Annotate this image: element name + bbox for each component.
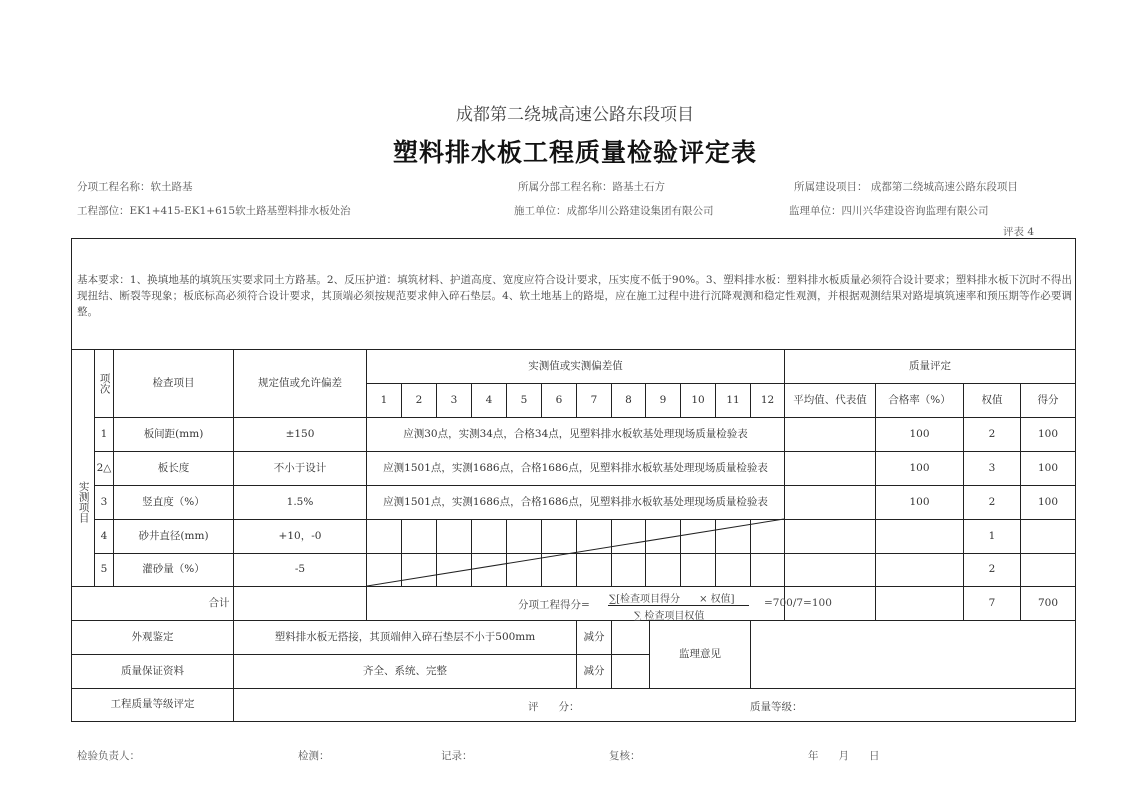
footer-tester: 检测： bbox=[298, 750, 330, 762]
form-number: 评表 4 bbox=[1003, 226, 1035, 238]
header-pass-rate: 合格率（%） bbox=[888, 393, 951, 406]
col-6: 6 bbox=[555, 393, 563, 406]
header-spec: 规定值或允许偏差 bbox=[258, 376, 342, 389]
col-11: 11 bbox=[726, 393, 740, 406]
total-score: 700 bbox=[1037, 596, 1059, 609]
row-item: 板间距(mm) bbox=[143, 427, 204, 440]
col-4: 4 bbox=[485, 393, 493, 406]
row-item: 砂井直径(mm) bbox=[138, 529, 209, 542]
col-9: 9 bbox=[659, 393, 667, 406]
footer-inspector: 检验负责人： bbox=[77, 750, 140, 762]
appearance-text: 塑料排水板无搭接，其顶端伸入碎石垫层不小于500mm bbox=[274, 630, 536, 643]
header-seq: 项次 bbox=[98, 373, 111, 394]
docs-deduct: 减分 bbox=[583, 664, 605, 677]
section-label: 实测项目 bbox=[77, 480, 90, 523]
row-spec: ±150 bbox=[285, 427, 315, 440]
header-quality: 质量评定 bbox=[909, 359, 951, 372]
header-measured: 实测值或实测偏差值 bbox=[528, 359, 623, 372]
row-weight: 2 bbox=[988, 427, 996, 440]
footer-date: 年 月 日 bbox=[808, 750, 880, 762]
total-weight: 7 bbox=[988, 596, 996, 609]
row-seq: 4 bbox=[100, 529, 108, 542]
row-spec: +10，-0 bbox=[278, 529, 322, 542]
row-weight: 2 bbox=[988, 563, 996, 576]
docs-label: 质量保证资料 bbox=[121, 664, 184, 677]
row-item: 板长度 bbox=[157, 461, 190, 474]
division-name: 所属分部工程名称：路基土石方 bbox=[518, 181, 665, 193]
row-seq: 5 bbox=[100, 563, 108, 576]
supervision-opinion-label: 监理意见 bbox=[679, 647, 721, 660]
row-pass-rate: 100 bbox=[909, 495, 930, 508]
row-pass-rate: 100 bbox=[909, 427, 930, 440]
grade-label: 工程质量等级评定 bbox=[110, 698, 195, 711]
row-seq: 2△ bbox=[96, 461, 112, 474]
row-score: 100 bbox=[1037, 461, 1059, 474]
row-measured: 应测1501点，实测1686点，合格1686点，见塑料排水板软基处理现场质量检验表 bbox=[383, 495, 768, 508]
formula-denominator: ∑ 检查项目权值 bbox=[634, 611, 705, 622]
supervisor: 监理单位：四川兴华建设咨询监理有限公司 bbox=[789, 205, 989, 217]
header-weight: 权值 bbox=[981, 393, 1003, 406]
docs-text: 齐全、系统、完整 bbox=[363, 664, 447, 677]
col-2: 2 bbox=[415, 393, 423, 406]
work-location: 工程部位：EK1+415-EK1+615软土路基塑料排水板处治 bbox=[77, 205, 351, 217]
row-weight: 2 bbox=[988, 495, 996, 508]
header-score: 得分 bbox=[1037, 393, 1059, 406]
footer-recorder: 记录： bbox=[441, 750, 473, 762]
footer-reviewer: 复核： bbox=[609, 750, 641, 762]
col-7: 7 bbox=[590, 393, 598, 406]
project-subtitle: 成都第二绕城高速公路东段项目 bbox=[456, 105, 694, 125]
header-item: 检查项目 bbox=[152, 376, 195, 389]
row-spec: -5 bbox=[294, 563, 306, 576]
total-result: =700/7=100 bbox=[764, 597, 832, 609]
row-spec: 不小于设计 bbox=[273, 461, 327, 474]
col-12: 12 bbox=[760, 393, 775, 406]
row-spec: 1.5% bbox=[286, 495, 314, 508]
subitem-name: 分项工程名称：软土路基 bbox=[77, 181, 193, 193]
formula-numerator: ∑[检查项目得分 × 权值] bbox=[609, 594, 735, 605]
total-label: 合计 bbox=[208, 596, 230, 609]
row-score: 100 bbox=[1037, 495, 1059, 508]
appearance-deduct: 减分 bbox=[583, 630, 605, 643]
formula-fraction-bar bbox=[608, 605, 749, 606]
row-weight: 3 bbox=[988, 461, 996, 474]
appearance-label: 外观鉴定 bbox=[131, 630, 174, 643]
row-measured: 应测1501点，实测1686点，合格1686点，见塑料排水板软基处理现场质量检验表 bbox=[383, 461, 768, 474]
row-measured: 应测30点，实测34点，合格34点，见塑料排水板软基处理现场质量检验表 bbox=[403, 427, 748, 440]
col-3: 3 bbox=[450, 393, 458, 406]
row-item: 灌砂量（%） bbox=[142, 563, 205, 576]
construction-project: 所属建设项目： 成都第二绕城高速公路东段项目 bbox=[794, 181, 1018, 193]
row-score: 100 bbox=[1037, 427, 1059, 440]
total-formula-prefix: 分项工程得分= bbox=[518, 599, 590, 611]
row-pass-rate: 100 bbox=[909, 461, 930, 474]
col-5: 5 bbox=[520, 393, 528, 406]
row-seq: 3 bbox=[100, 495, 108, 508]
grade-level-label: 质量等级： bbox=[750, 701, 803, 713]
row-item: 竖直度（%） bbox=[142, 495, 205, 508]
header-avg: 平均值、代表值 bbox=[793, 393, 867, 406]
contractor: 施工单位：成都华川公路建设集团有限公司 bbox=[514, 205, 714, 217]
col-8: 8 bbox=[625, 393, 632, 406]
form-title: 塑料排水板工程质量检验评定表 bbox=[392, 138, 757, 167]
col-1: 1 bbox=[380, 393, 388, 406]
row-weight: 1 bbox=[988, 529, 996, 542]
basic-requirements: 基本要求：1、换填地基的填筑压实要求同土方路基。2、反压护道：填筑材料、护道高度、宽度应符合设计要求，压实度不低于90%。3、塑料排水板：塑料排水板质量必须符合设计要求；塑料排水板下沉时不得出现扭结、断裂等现象；板底标高必须符合设计要求，其顶端必须按规范要求伸入碎石垫层。4、软土地基上的路堤，应在施工过程中进行沉降观测和稳定性观测，并根据观测结果对路堤填筑速率和预压期等作必要调整。 bbox=[77, 274, 1072, 318]
col-10: 10 bbox=[691, 393, 705, 406]
row-seq: 1 bbox=[100, 427, 108, 440]
grade-score-label: 评 分： bbox=[528, 701, 580, 713]
